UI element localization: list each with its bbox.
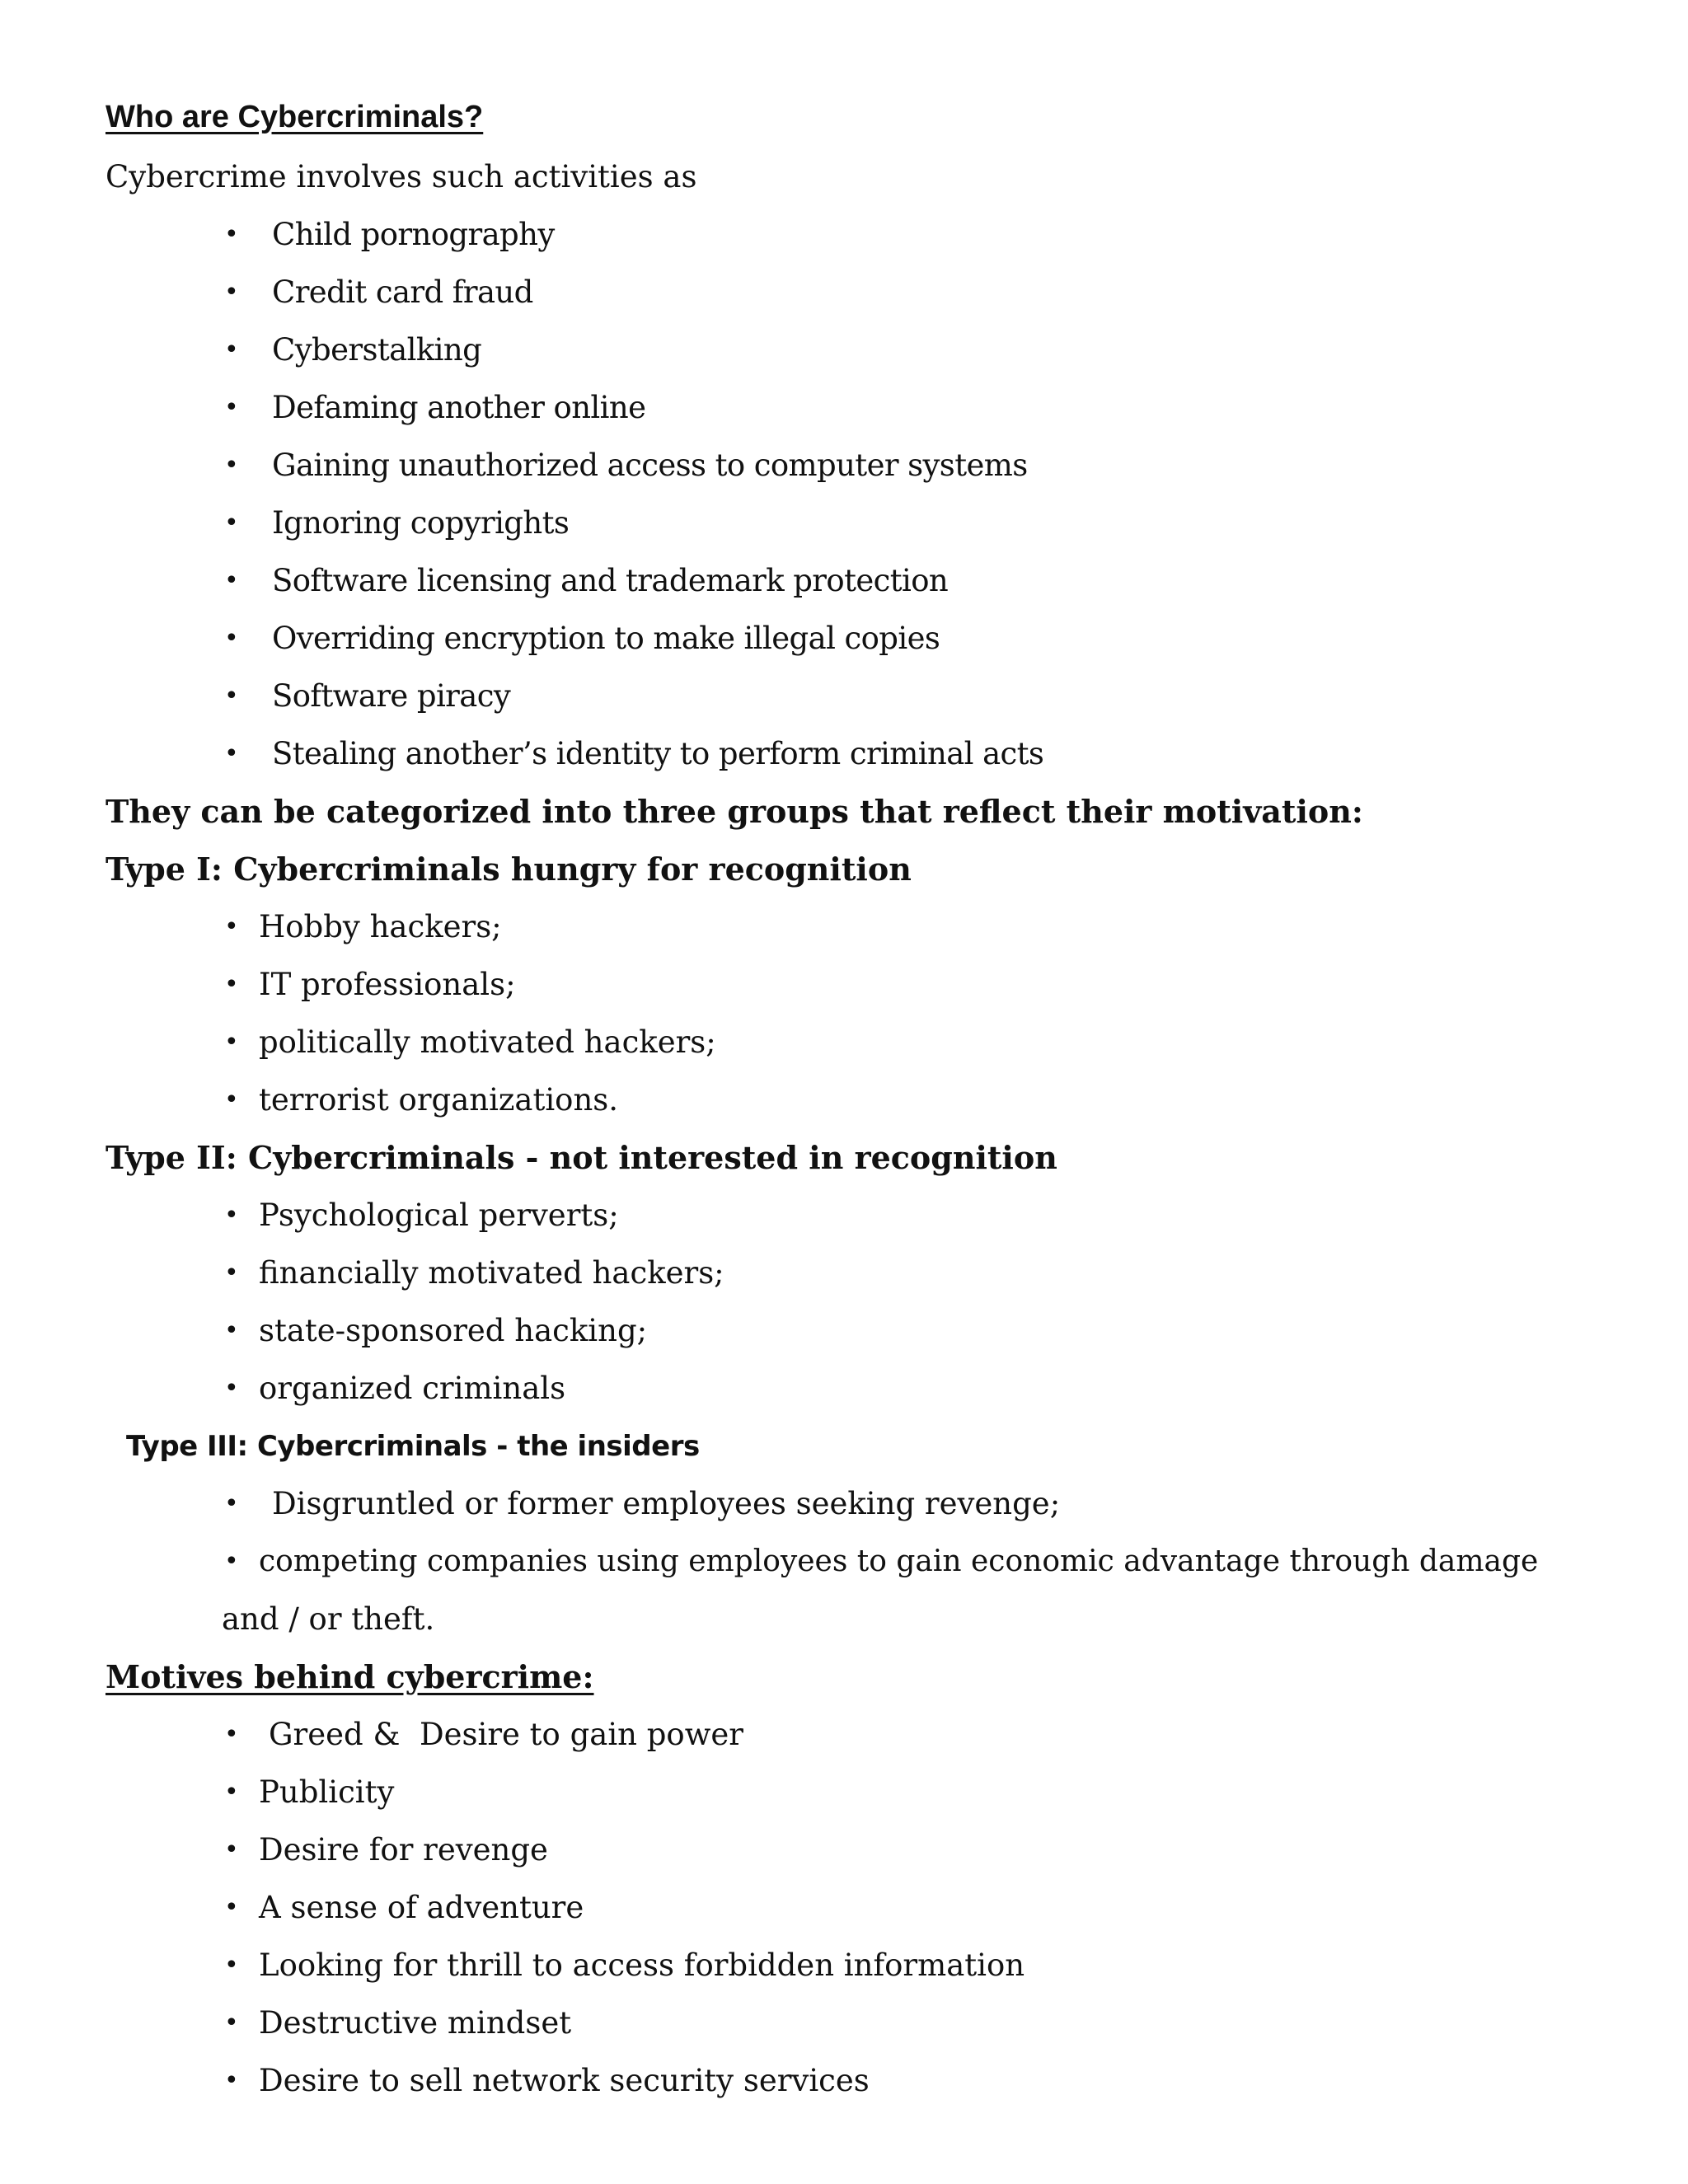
- list-item-text: Overriding encryption to make illegal copies: [272, 621, 940, 656]
- page-title: Who are Cybercriminals?: [106, 100, 484, 134]
- bullet-icon: •: [224, 278, 239, 307]
- bullet-icon: •: [224, 1028, 239, 1057]
- bullet-icon: •: [224, 451, 239, 480]
- list-item-text: Looking for thrill to access forbidden information: [259, 1947, 1025, 1983]
- bullet-icon: •: [224, 1778, 239, 1807]
- list-item-text: Disgruntled or former employees seeking revenge;: [272, 1486, 1061, 1521]
- bullet-icon: •: [224, 1085, 239, 1114]
- list-item-text: Psychological perverts;: [259, 1197, 619, 1233]
- list-item-text: IT professionals;: [259, 967, 516, 1002]
- list-item-text: organized criminals: [259, 1371, 566, 1406]
- list-item-text: Publicity: [259, 1774, 395, 1810]
- intro-text: Cybercrime involves such activities as: [106, 159, 697, 194]
- bullet-icon: •: [224, 1720, 239, 1749]
- bullet-icon: •: [224, 566, 239, 595]
- bullet-icon: •: [224, 624, 239, 653]
- bullet-icon: •: [224, 1835, 239, 1864]
- bullet-icon: •: [224, 220, 239, 249]
- list-item-text: A sense of adventure: [259, 1890, 584, 1925]
- bullet-icon: •: [224, 1258, 239, 1287]
- list-item-text: Greed & Desire to gain power: [269, 1717, 743, 1752]
- list-item-continuation: and / or theft.: [222, 1601, 435, 1637]
- bullet-icon: •: [224, 1316, 239, 1345]
- bullet-icon: •: [224, 1489, 239, 1518]
- list-item-text: state-sponsored hacking;: [259, 1313, 648, 1348]
- list-item-text: Cyberstalking: [272, 332, 482, 368]
- list-item-text: Desire to sell network security services: [259, 2063, 870, 2098]
- motives-heading: Motives behind cybercrime:: [106, 1658, 594, 1695]
- bullet-icon: •: [224, 970, 239, 999]
- bullet-icon: •: [224, 1893, 239, 1922]
- list-item-text: Software licensing and trademark protection: [272, 563, 949, 598]
- bullet-icon: •: [224, 509, 239, 537]
- list-item-text: Child pornography: [272, 217, 555, 252]
- type3-heading: Type III: Cybercriminals - the insiders: [126, 1430, 700, 1463]
- list-item-text: Stealing another’s identity to perform criminal acts: [272, 736, 1044, 771]
- bullet-icon: •: [224, 2008, 239, 2037]
- list-item-text: terrorist organizations.: [259, 1082, 619, 1118]
- list-item-text: Desire for revenge: [259, 1832, 548, 1868]
- bullet-icon: •: [224, 2066, 239, 2095]
- bullet-icon: •: [224, 682, 239, 710]
- list-item-text: competing companies using employees to gain economic advantage through damage: [259, 1544, 1539, 1578]
- list-item-text: Gaining unauthorized access to computer systems: [272, 448, 1028, 483]
- list-item-text: Credit card fraud: [272, 274, 533, 310]
- bullet-icon: •: [224, 335, 239, 364]
- bullet-icon: •: [224, 1201, 239, 1230]
- bullet-icon: •: [224, 1951, 239, 1980]
- list-item-text: Defaming another online: [272, 390, 646, 425]
- bullet-icon: •: [224, 912, 239, 941]
- bullet-icon: •: [224, 1547, 239, 1576]
- bullet-icon: •: [224, 739, 239, 768]
- list-item-text: politically motivated hackers;: [259, 1024, 716, 1060]
- list-item-text: Hobby hackers;: [259, 909, 502, 944]
- list-item-text: financially motivated hackers;: [259, 1255, 724, 1291]
- list-item-text: Ignoring copyrights: [272, 505, 570, 541]
- categories-intro: They can be categorized into three groups that reflect their motivation:: [106, 793, 1363, 830]
- bullet-icon: •: [224, 1374, 239, 1403]
- type1-heading: Type I: Cybercriminals hungry for recognition: [106, 851, 912, 888]
- bullet-icon: •: [224, 393, 239, 422]
- type2-heading: Type II: Cybercriminals - not interested in recognition: [106, 1139, 1057, 1176]
- list-item-text: Destructive mindset: [259, 2005, 572, 2041]
- list-item-text: Software piracy: [272, 678, 511, 714]
